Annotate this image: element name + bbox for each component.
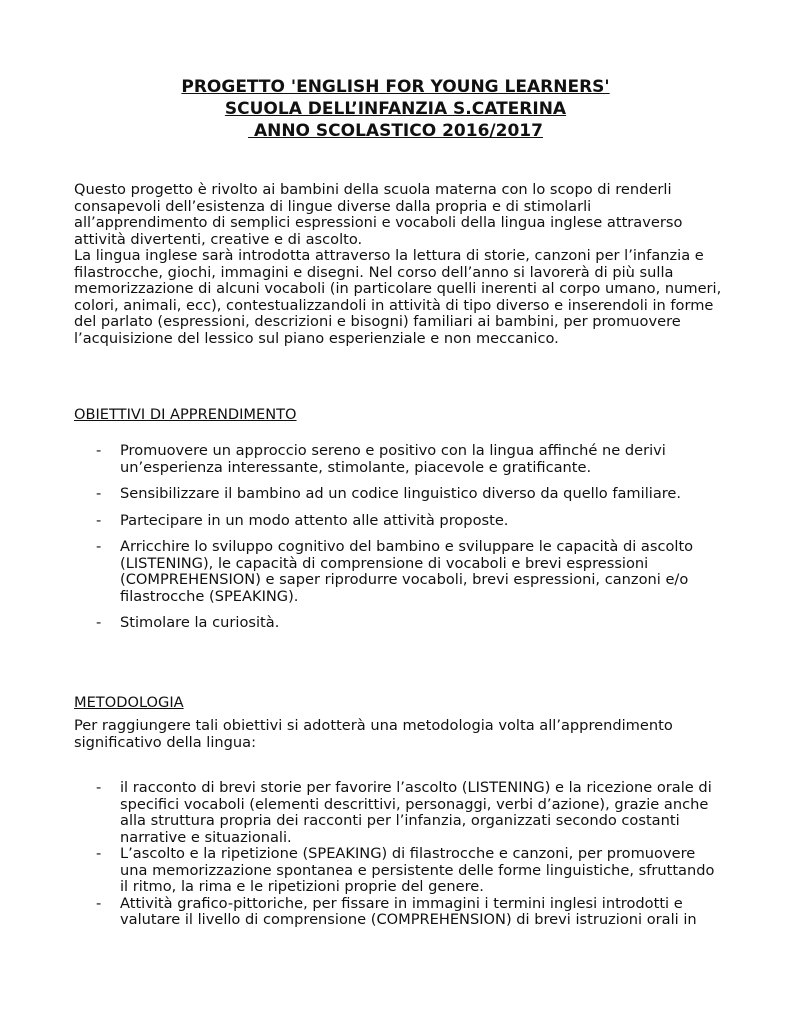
list-item-text: Attività grafico-pittoriche, per fissare in immagini i termini inglesi introdotti e valutare il livello di comprensione (COMPREHENSION) di brevi istruzioni orali in [120,894,697,928]
list-item-text: il racconto di brevi storie per favorire l’ascolto (LISTENING) e la ricezione orale di specifici vocaboli (elementi descrittivi, personaggi, verbi d’azione), grazie anche alla struttura propria dei racconti per l’infanzia, organizzati secondo costanti narrative e situazionali. [120,779,712,846]
list-item-text: L’ascolto e la ripetizione (SPEAKING) di filastrocche e canzoni, per promuovere una memorizzazione spontanea e persistente delle forme linguistiche, sfruttando il ritmo, la rima e le ripetizioni proprie del genere. [120,845,715,895]
dash-bullet: - [96,442,102,459]
objectives-list [74,443,724,642]
list-item [74,615,724,632]
school-title: SCUOLA DELL’INFANZIA S.CATERINA [224,99,567,119]
list-item-text: Sensibilizzare il bambino ad un codice linguistico diverso da quello familiare. [120,485,682,502]
document-title-block [0,76,791,142]
list-item [74,846,724,896]
list-item [74,443,724,476]
dash-bullet: - [96,614,102,631]
intro-paragraph-1: Questo progetto è rivolto ai bambini della scuola materna con lo scopo di renderli consapevoli dell’esistenza di lingue diverse dalla propria e di stimolarli all’apprendimento di semplici espressioni e vocaboli della lingua inglese attraverso attività divertenti, creative e di ascolto. [74,181,683,248]
list-item-text: Partecipare in un modo attento alle attività proposte. [120,511,509,529]
list-item [74,539,724,605]
dash-bullet: - [96,845,102,862]
dash-bullet: - [96,779,102,796]
list-item-text: Promuovere un approccio sereno e positivo con la lingua affinché ne derivi un’esperienza interessante, stimolante, piacevole e gratificante. [120,442,666,476]
methodology-intro: Per raggiungere tali obiettivi si adotterà una metodologia volta all’apprendimento significativo della lingua: [74,717,673,751]
list-item [74,896,724,929]
project-title: PROGETTO 'ENGLISH FOR YOUNG LEARNERS' [181,77,610,97]
intro-paragraph-2: La lingua inglese sarà introdotta attraverso la lettura di storie, canzoni per l’infanzia e filastrocche, giochi, immagini e disegni. Nel corso dell’anno si lavorerà di più sulla memorizzazione di alcuni vocaboli (in particolare quelli inerenti al corpo umano, numeri, colori, animali, ecc), contestualizzandoli in attività di tipo diverso e inserendoli in forme del parlato (espressioni, descrizioni e bisogni) familiari ai bambini, per promuovere l’acquisizione del lessico sul piano esperienziale e non meccanico. [74,247,722,347]
dash-bullet: - [96,894,102,912]
list-item-text: Arricchire lo sviluppo cognitivo del bambino e sviluppare le capacità di ascolto (LISTENING), le capacità di comprensione di vocaboli e brevi espressioni (COMPREHENSION) e saper riprodurre vocaboli, brevi espressioni, canzoni e/o filastrocche (SPEAKING). [120,538,694,605]
school-year-title: ANNO SCOLASTICO 2016/2017 [248,121,543,141]
list-item-text: Stimolare la curiosità. [120,614,280,631]
methodology-list [74,780,724,929]
list-item [74,486,724,503]
objectives-heading: OBIETTIVI DI APPRENDIMENTO [74,406,297,423]
dash-bullet: - [96,511,102,529]
dash-bullet: - [96,538,102,555]
list-item [74,780,724,846]
methodology-heading: METODOLOGIA [74,694,184,711]
dash-bullet: - [96,485,102,502]
list-item [74,513,724,530]
